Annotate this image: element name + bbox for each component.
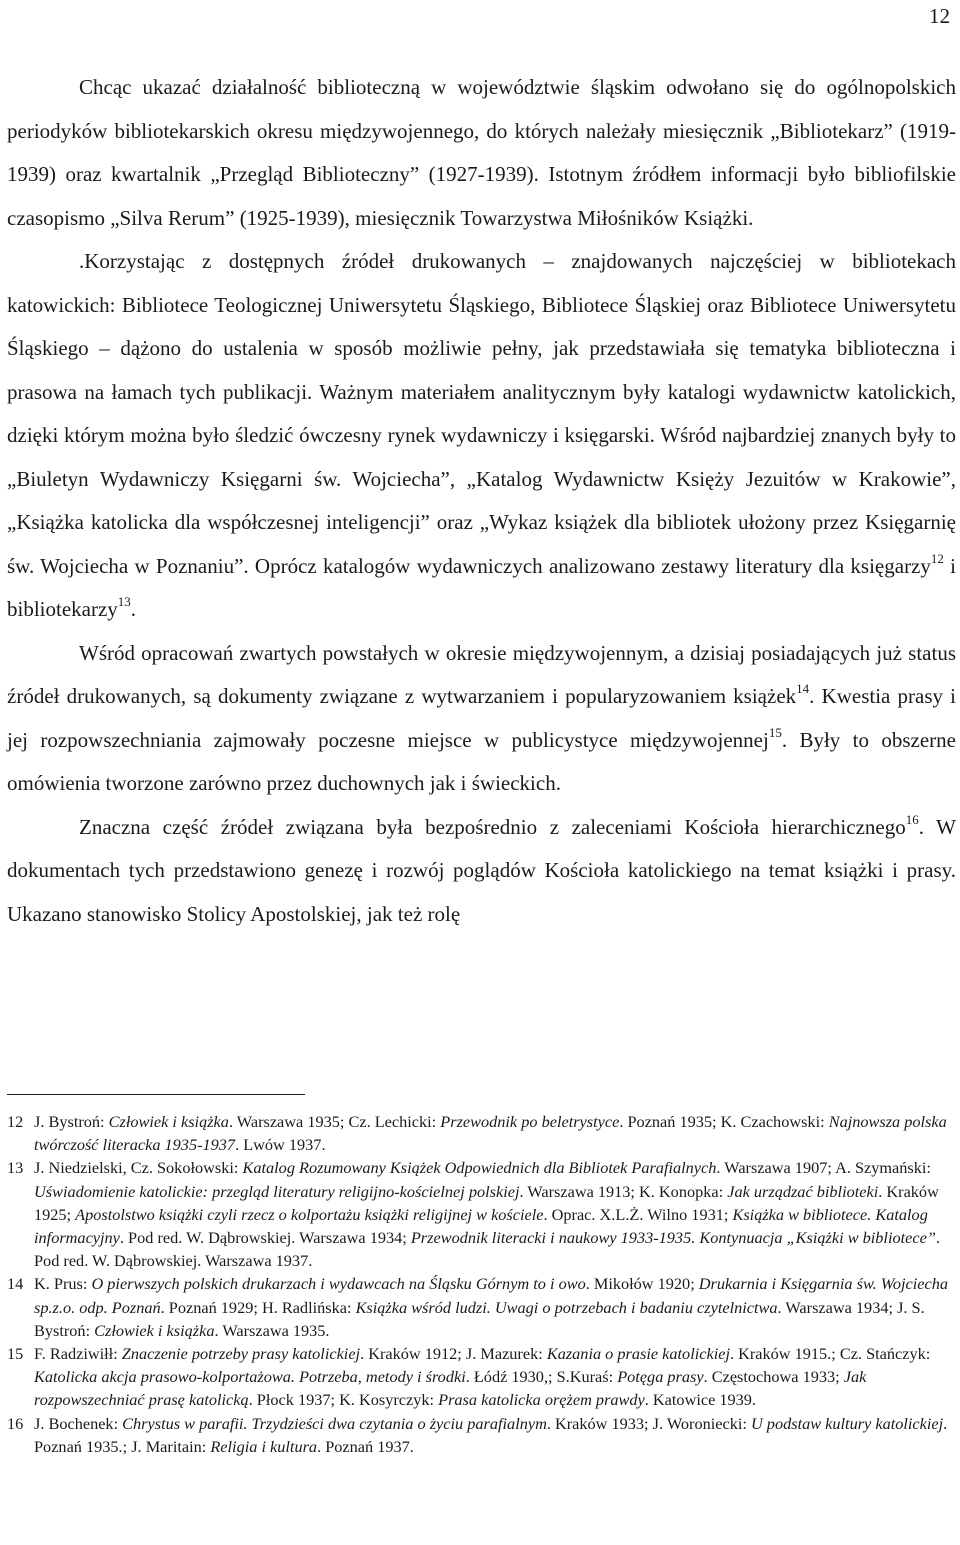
footnote-segment: . Kraków 1912; J. Mazurek: [360,1344,547,1364]
footnote-segment: . Łódź 1930,; S.Kuraś: [465,1367,618,1387]
paragraph [7,240,956,632]
footnote-title: Przewodnik po beletrystyce [440,1112,620,1131]
footnote-separator [7,1094,305,1095]
footnote-number: 15 [7,1344,24,1364]
footnote-text [34,1412,956,1458]
footnote-segment: . Mikołów 1920; [585,1274,699,1294]
footnote-number: 12 [7,1112,24,1131]
footnote-title: Katolicka akcja prasowo-kolportażowa. Potrzeba, metody i środki [34,1367,466,1387]
footnote-segment: . Warszawa 1934; J. S. Bystroń: [34,1297,925,1340]
footnote-segment: . Poznań 1937. [317,1436,414,1456]
footnote-title: Przewodnik literacki i naukowy 1933-1935. Kontynuacja „Książki w bibliotece” [410,1228,936,1248]
footnote-title: Człowiek i książka [108,1112,229,1131]
footnote-title: Jak urządzać biblioteki [727,1181,879,1201]
footnote-12 [7,1110,956,1156]
footnote-segment: J. Bystroń: [34,1112,109,1131]
footnote-segment: . Warszawa 1935. [214,1320,330,1340]
footnote-segment: . Poznań 1929; H. Radlińska: [160,1297,356,1317]
footnote-title: Katalog Rozumowany Książek Odpowiednich dla Bibliotek Parafialnych [242,1158,717,1178]
footnote-title: Najnowsza polska twórczość literacka 1935-1937 [34,1112,947,1155]
footnote-ref: 13 [117,594,131,609]
footnote-title: Chrystus w parafii. Trzydzieści dwa czytania o życiu parafialnym [122,1413,547,1433]
footnote-ref: 14 [796,681,810,696]
footnote-segment: . Warszawa 1907; A. Szymański: [716,1158,931,1178]
footnote-title: Jak rozpowszechniać prasę katolicką [34,1367,867,1410]
paragraph [7,806,956,937]
footnote-text [34,1156,956,1272]
footnote-ref: 12 [930,550,944,566]
paragraph-text: Chcąc ukazać działalność biblioteczną w województwie śląskim odwołano się do ogólnopolskich periodyków bibliotekarskich okresu międzywojennego, do których należały miesięcznik „Bibliotekarz” (1919-1939) oraz kwartalnik „Przegląd Biblioteczny” (1927-1939). Istotnym źródłem informacji było bibliofilskie czasopismo „Silva Rerum” (1925-1939), miesięcznik Towarzystwa Miłośników Książki. [7,75,956,230]
footnotes [7,1110,956,1458]
footnote-title: Drukarnia i Księgarnia św. Wojciecha sp.z.o. odp. Poznań [34,1274,948,1317]
footnote-text [34,1110,956,1156]
footnote-segment: . Lwów 1937. [235,1135,326,1155]
footnote-title: Znaczenie potrzeby prasy katolickiej [121,1344,361,1364]
footnote-segment: . Warszawa 1935; Cz. Lechicki: [228,1112,441,1131]
paragraph-text: . W dokumentach tych przedstawiono genezę i rozwój poglądów Kościoła katolickiego na temat książki i prasy. Ukazano stanowisko Stolicy Apostolskiej, jak też rolę [7,814,956,926]
footnote-title: Potęga prasy [617,1367,704,1387]
footnote-segment: . Poznań 1935.; J. Maritain: [34,1413,948,1456]
footnote-title: Człowiek i książka [94,1320,215,1340]
footnote-number: 14 [7,1274,24,1294]
paragraph-text: .Korzystając z dostępnych źródeł drukowanych – znajdowanych najczęściej w bibliotekach katowickich: Bibliotece Teologicznej Uniwersytetu Śląskiego, Bibliotece Śląskiej oraz Bibliotece Uniwersytetu Śląskiego – dążono do ustalenia w sposób możliwie pełny, jak przedstawiała się tematyka biblioteczna i prasowa na łamach tych publikacji. Ważnym materiałem analitycznym były katalogi wydawnictw katolickich, dzięki którym można było śledzić ówczesny rynek wydawniczy i księgarski. Wśród najbardziej znanych były to „Biuletyn Wydawniczy Księgarni św. Wojciecha”, „Katalog Wydawnictw Księży Jezuitów w Krakowie”, „Książka katolicka dla współczesnej inteligencji” oraz „Wykaz książek dla bibliotek ułożony przez Księgarnię św. Wojciecha w Poznaniu”. Oprócz katalogów wydawniczych analizowano zestawy literatury dla księgarzy [7,249,956,578]
footnote-segment: . Oprac. X.L.Ż. Wilno 1931; [543,1204,733,1224]
footnote-16 [7,1412,956,1458]
footnote-13 [7,1156,956,1272]
footnote-segment: . Kraków 1915.; Cz. Stańczyk: [729,1344,931,1364]
footnote-title: U podstaw kultury katolickiej [750,1413,944,1433]
footnote-title: Uświadomienie katolickie: przegląd literatury religijno-kościelnej polskiej [34,1181,520,1201]
footnote-ref: 16 [905,811,919,827]
footnote-segment: . Warszawa 1913; K. Konopka: [519,1181,728,1201]
paragraph [7,632,956,806]
footnote-number: 16 [7,1413,24,1433]
footnote-segment: . Pod red. W. Dąbrowskiej. Warszawa 1937. [34,1228,940,1271]
footnote-segment: . Kraków 1925; [34,1181,939,1224]
footnote-segment: . Poznań 1935; K. Czachowski: [619,1112,829,1131]
footnote-title: Książka w bibliotece. Katalog informacyjny [34,1204,928,1248]
footnote-title: O pierwszych polskich drukarzach i wydawcach na Śląsku Górnym to i owo [91,1274,586,1294]
footnote-segment: K. Prus: [34,1274,92,1294]
footnote-title: Prasa katolicka orężem prawdy [438,1390,645,1410]
footnote-segment: F. Radziwiłł: [34,1344,122,1364]
footnote-title: Religia i kultura [210,1436,318,1456]
paragraph-text: . [130,597,137,621]
footnote-segment: J. Niedzielski, Cz. Sokołowski: [34,1158,243,1178]
page-number: 12 [929,4,950,28]
footnote-segment: J. Bochenek: [34,1413,123,1433]
footnote-ref: 15 [768,724,782,740]
footnote-title: Apostolstwo książki czyli rzecz o kolportażu książki religijnej w kościele [75,1204,544,1224]
paragraph-text: . Kwestia prasy i jej rozpowszechniania zajmowały poczesne miejsce w publicystyce międzywojennej [7,684,956,752]
footnote-segment: . Częstochowa 1933; [703,1367,844,1387]
footnote-14 [7,1272,956,1342]
paragraph [7,66,956,240]
footnote-segment: . Pod red. W. Dąbrowskiej. Warszawa 1934; [119,1228,411,1248]
main-text [7,66,956,936]
footnote-segment: . Kraków 1933; J. Woroniecki: [546,1413,751,1433]
footnote-text [34,1272,956,1342]
paragraph-text: Wśród opracowań zwartych powstałych w okresie międzywojennym, a dzisiaj posiadających już status źródeł drukowanych, są dokumenty związane z wytwarzaniem i popularyzowaniem książek [7,640,956,708]
footnote-segment: . Katowice 1939. [644,1390,757,1410]
footnote-number: 13 [7,1158,24,1178]
paragraph-text: i bibliotekarzy [7,553,956,621]
footnote-15 [7,1342,956,1412]
footnote-segment: . Płock 1937; K. Kosyrczyk: [248,1390,439,1410]
footnote-title: Kazania o prasie katolickiej [546,1344,730,1364]
footnote-title: Książka wśród ludzi. Uwagi o potrzebach i badaniu czytelnictwa [355,1297,778,1317]
paragraph-text: Znaczna część źródeł związana była bezpośrednio z zaleceniami Kościoła hierarchicznego [79,814,906,839]
footnote-text [34,1342,956,1412]
paragraph-text: . Były to obszerne omówienia tworzone zarówno przez duchownych jak i świeckich. [7,727,956,795]
